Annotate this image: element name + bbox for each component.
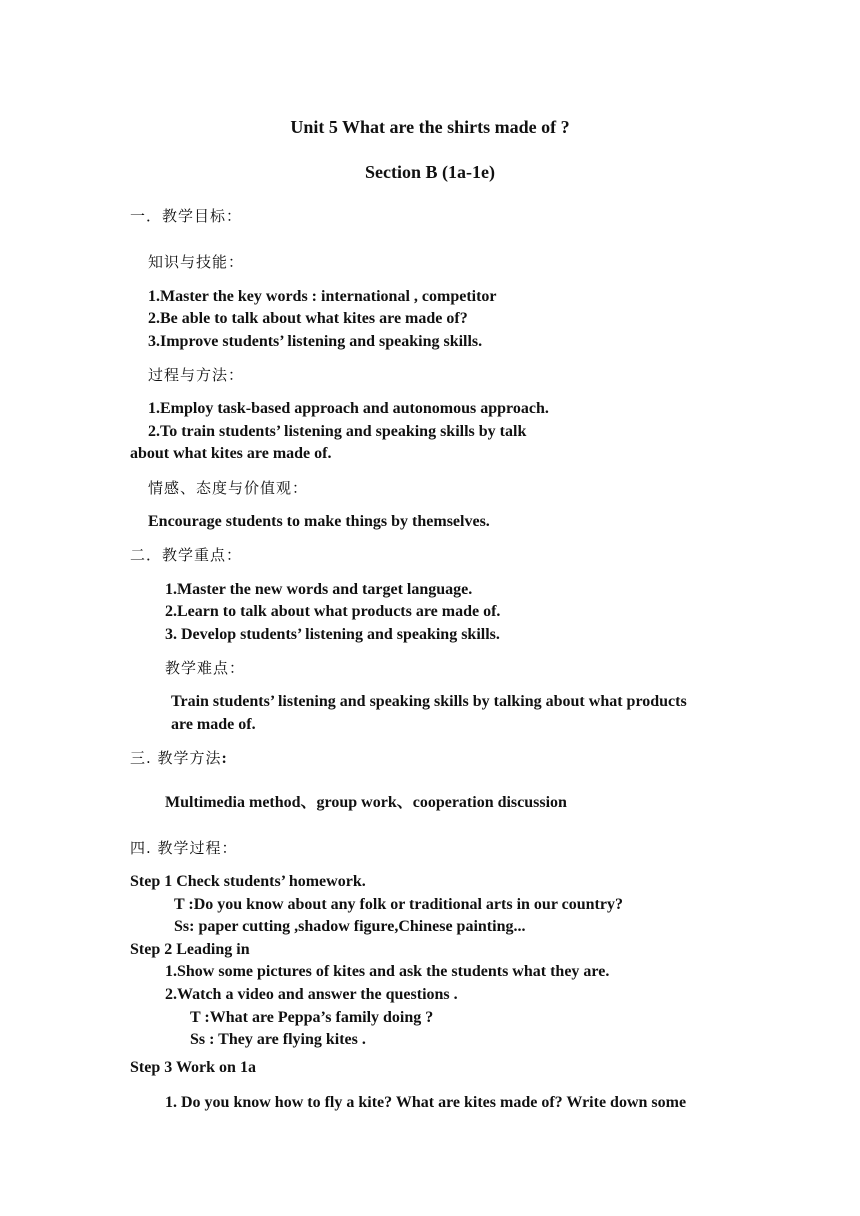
list-item: 1.Master the new words and target language. bbox=[165, 581, 473, 598]
list-item: 2.Learn to talk about what products are made of. bbox=[165, 603, 501, 620]
subheading-difficulty: 教学难点： bbox=[165, 659, 246, 677]
subheading-emotion: 情感、态度与价值观： bbox=[148, 479, 309, 497]
list-item: 1.Show some pictures of kites and ask the students what they are. bbox=[165, 963, 610, 980]
subheading-knowledge: 知识与技能： bbox=[148, 253, 245, 271]
methods-text: Multimedia method、group work、cooperation discussion bbox=[165, 794, 567, 811]
dialogue-line: T :What are Peppa’s family doing ? bbox=[190, 1009, 434, 1026]
page-subtitle: Section B (1a-1e) bbox=[365, 162, 495, 182]
step-heading: Step 1 Check students’ homework. bbox=[130, 873, 366, 890]
dialogue-line: T :Do you know about any folk or traditional arts in our country? bbox=[174, 896, 623, 913]
list-item: 1. Do you know how to fly a kite? What are kites made of? Write down some bbox=[165, 1094, 687, 1111]
list-item: 1.Employ task-based approach and autonomous approach. bbox=[148, 400, 549, 417]
subheading-process: 过程与方法： bbox=[148, 366, 245, 384]
list-item: 2.Be able to talk about what kites are made of? bbox=[148, 310, 468, 327]
difficulty-line: Train students’ listening and speaking skills by talking about what products bbox=[171, 693, 687, 710]
list-item: about what kites are made of. bbox=[130, 445, 332, 462]
page-title: Unit 5 What are the shirts made of ? bbox=[290, 117, 570, 137]
section-heading-key-points: 二．教学重点： bbox=[130, 546, 243, 564]
emotion-text: Encourage students to make things by themselves. bbox=[148, 513, 490, 530]
section-heading-methods-colon: : bbox=[221, 750, 227, 767]
difficulty-line: are made of. bbox=[171, 716, 256, 733]
list-item: 3. Develop students’ listening and speaking skills. bbox=[165, 626, 500, 643]
list-item: 3.Improve students’ listening and speaking skills. bbox=[148, 333, 483, 350]
list-item: 1.Master the key words : international , competitor bbox=[148, 288, 497, 305]
section-heading-objectives: 一．教学目标： bbox=[130, 207, 243, 225]
section-heading-methods-text: 三. 教学方法 bbox=[130, 749, 222, 767]
step-heading: Step 3 Work on 1a bbox=[130, 1059, 256, 1076]
list-item: 2.To train students’ listening and speaking skills by talk bbox=[148, 423, 527, 440]
step-heading: Step 2 Leading in bbox=[130, 941, 250, 958]
section-heading-process: 四. 教学过程： bbox=[130, 839, 238, 857]
dialogue-line: Ss: paper cutting ,shadow figure,Chinese painting... bbox=[174, 918, 526, 935]
section-heading-methods bbox=[130, 748, 227, 769]
list-item: 2.Watch a video and answer the questions . bbox=[165, 986, 458, 1003]
dialogue-line: Ss : They are flying kites . bbox=[190, 1031, 366, 1048]
